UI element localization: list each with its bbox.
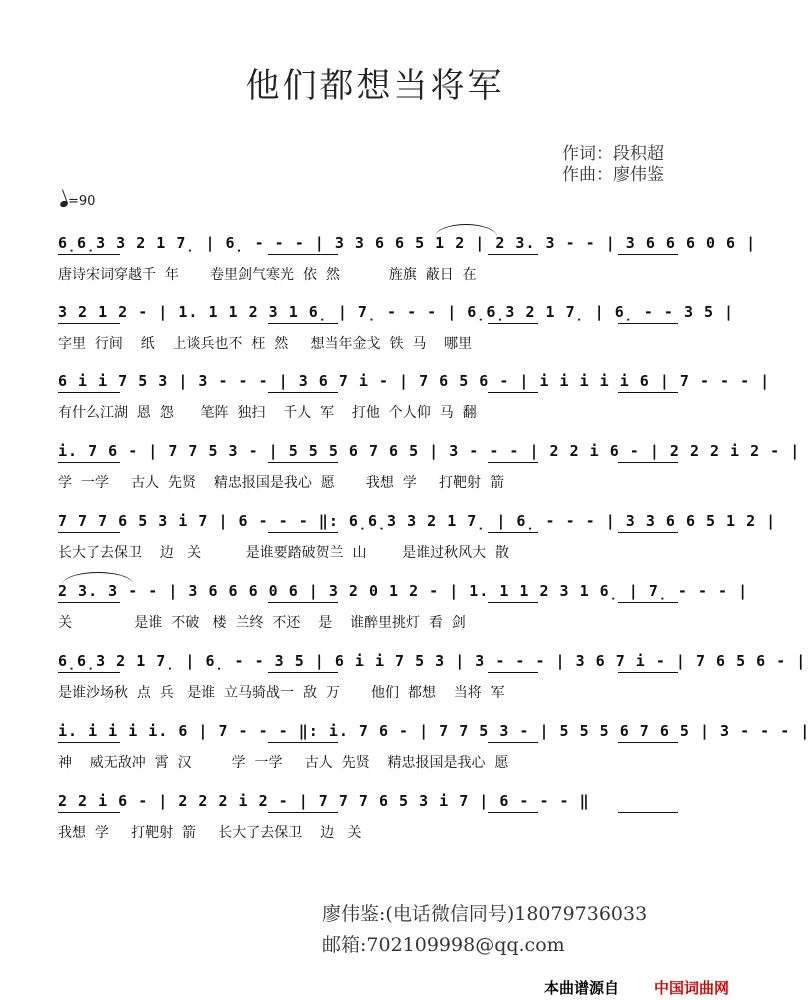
notation-line: 3 2 1 2 - | 1. 1 1 2 3 1 6̣ | 7̣ - - - | 6̣6̣3 2 1 7̣ | 6̣ - - 3 5 | xyxy=(58,303,735,321)
score-system xyxy=(58,792,700,852)
composer-credit: 作曲：廖伟鉴 xyxy=(562,165,664,185)
score-system xyxy=(58,372,771,432)
notation-line: 6̣6̣3 3 2 1 7̣ | 6̣ - - - | 3 3 6 6 5 1 2 | 2 3. 3 - - | 3 6 6 6 0 6 | xyxy=(58,234,757,252)
beam-line xyxy=(618,672,678,673)
beam-line xyxy=(488,254,538,255)
beam-line xyxy=(268,532,338,533)
beam-line xyxy=(268,812,338,813)
lyric-line: 关 是谁 不破 楼 兰终 不还 是 谁醉里挑灯 看 剑 xyxy=(58,615,466,631)
beam-line xyxy=(58,532,120,533)
score-system xyxy=(58,442,801,502)
beam-line xyxy=(58,254,120,255)
beam-line xyxy=(58,462,120,463)
beam-line xyxy=(268,462,338,463)
notation-line: 2 2 i 6 - | 2 2 2 i 2 - | 7 7 7 6 5 3 i 7 | 6 - - - ‖ xyxy=(58,792,590,810)
tie-arc xyxy=(435,224,497,237)
beam-line xyxy=(618,462,678,463)
tie-arc xyxy=(62,572,134,585)
notation-line: 7 7 7 6 5 3 i 7 | 6 - - - ‖: 6̣6̣3 3 2 1 7̣ | 6̣ - - - | 3 3 6 6 5 1 2 | xyxy=(58,512,777,530)
beam-line xyxy=(618,323,678,324)
lyric-line: 学 一学 古人 先贤 精忠报国是我心 愿 我想 学 打靶射 箭 xyxy=(58,475,504,491)
beam-line xyxy=(488,323,538,324)
beam-line xyxy=(618,812,678,813)
beam-line xyxy=(488,392,538,393)
lyric-line: 神 威无敌冲 霄 汉 学 一学 古人 先贤 精忠报国是我心 愿 xyxy=(58,755,509,771)
beam-line xyxy=(58,323,120,324)
notation-line: i. i i i i. 6 | 7 - - - ‖: i. 7 6 - | 7 7 5 3 - | 5 5 5 6 7 6 5 | 3 - - - | xyxy=(58,722,810,740)
lyric-line: 我想 学 打靶射 箭 长大了去保卫 边 关 xyxy=(58,825,362,841)
lyric-line: 字里 行间 纸 上谈兵也不 枉 然 想当年金戈 铁 马 哪里 xyxy=(58,336,473,352)
beam-line xyxy=(268,323,338,324)
source-site-link[interactable]: 中国词曲网 xyxy=(654,979,730,997)
beam-line xyxy=(488,812,538,813)
beam-line xyxy=(488,462,538,463)
beam-line xyxy=(488,532,538,533)
beam-line xyxy=(488,672,538,673)
lyricist-credit: 作词：段积超 xyxy=(562,144,664,164)
lyric-line: 是谁沙场秋 点 兵 是谁 立马骑战一 敌 万 他们 都想 当将 军 xyxy=(58,685,505,701)
lyric-line: 长大了去保卫 边 关 是谁要踏破贺兰 山 是谁过秋风大 散 xyxy=(58,545,510,561)
score-system xyxy=(58,652,807,712)
beam-line xyxy=(58,812,120,813)
credits xyxy=(562,144,664,186)
score-system xyxy=(58,303,735,363)
notation-line: 6 i i 7 5 3 | 3 - - - | 3 6 7 i - | 7 6 5 6 - | i i i i i 6 | 7 - - - | xyxy=(58,372,771,390)
beam-line xyxy=(268,254,338,255)
beam-line xyxy=(618,742,678,743)
beam-line xyxy=(268,602,338,603)
notation-line: i. 7 6 - | 7 7 5 3 - | 5 5 5 6 7 6 5 | 3 - - - | 2 2 i 6 - | 2 2 2 i 2 - | xyxy=(58,442,801,460)
tempo-marking xyxy=(60,194,95,209)
score-system xyxy=(58,582,749,642)
source-label: 本曲谱源自 xyxy=(544,979,620,997)
beam-line xyxy=(618,532,678,533)
beam-line xyxy=(488,742,538,743)
beam-line xyxy=(618,602,678,603)
score-system xyxy=(58,234,757,294)
lyric-line: 唐诗宋词穿越千 年 卷里剑气寒光 依 然 旌旗 蔽日 在 xyxy=(58,267,477,283)
beam-line xyxy=(58,392,120,393)
lyric-line: 有什么江湖 恩 怨 笔阵 独扫 千人 军 打他 个人仰 马 翻 xyxy=(58,405,477,421)
beam-line xyxy=(268,672,338,673)
beam-line xyxy=(268,742,338,743)
beam-line xyxy=(58,672,120,673)
beam-line xyxy=(58,742,120,743)
notation-line: 2 3. 3 - - | 3 6 6 6 0 6 | 3 2 0 1 2 - | 1. 1 1 2 3 1 6̣ | 7̣ - - - | xyxy=(58,582,749,600)
contact-email: 邮箱:702109998@qq.com xyxy=(322,934,565,956)
beam-line xyxy=(618,392,678,393)
score-system xyxy=(58,722,810,782)
beam-line xyxy=(618,254,678,255)
song-title: 他们都想当将军 xyxy=(245,66,505,106)
tempo-value: =90 xyxy=(68,194,96,209)
beam-line xyxy=(268,392,338,393)
notation-line: 6̣6̣3 2 1 7̣ | 6̣ - - 3 5 | 6 i i 7 5 3 | 3 - - - | 3 6 7 i - | 7 6 5 6 - | xyxy=(58,652,807,670)
beam-line xyxy=(488,602,538,603)
beam-line xyxy=(58,602,120,603)
score-system xyxy=(58,512,777,572)
contact-phone: 廖伟鉴:(电话微信同号)18079736033 xyxy=(322,903,648,925)
